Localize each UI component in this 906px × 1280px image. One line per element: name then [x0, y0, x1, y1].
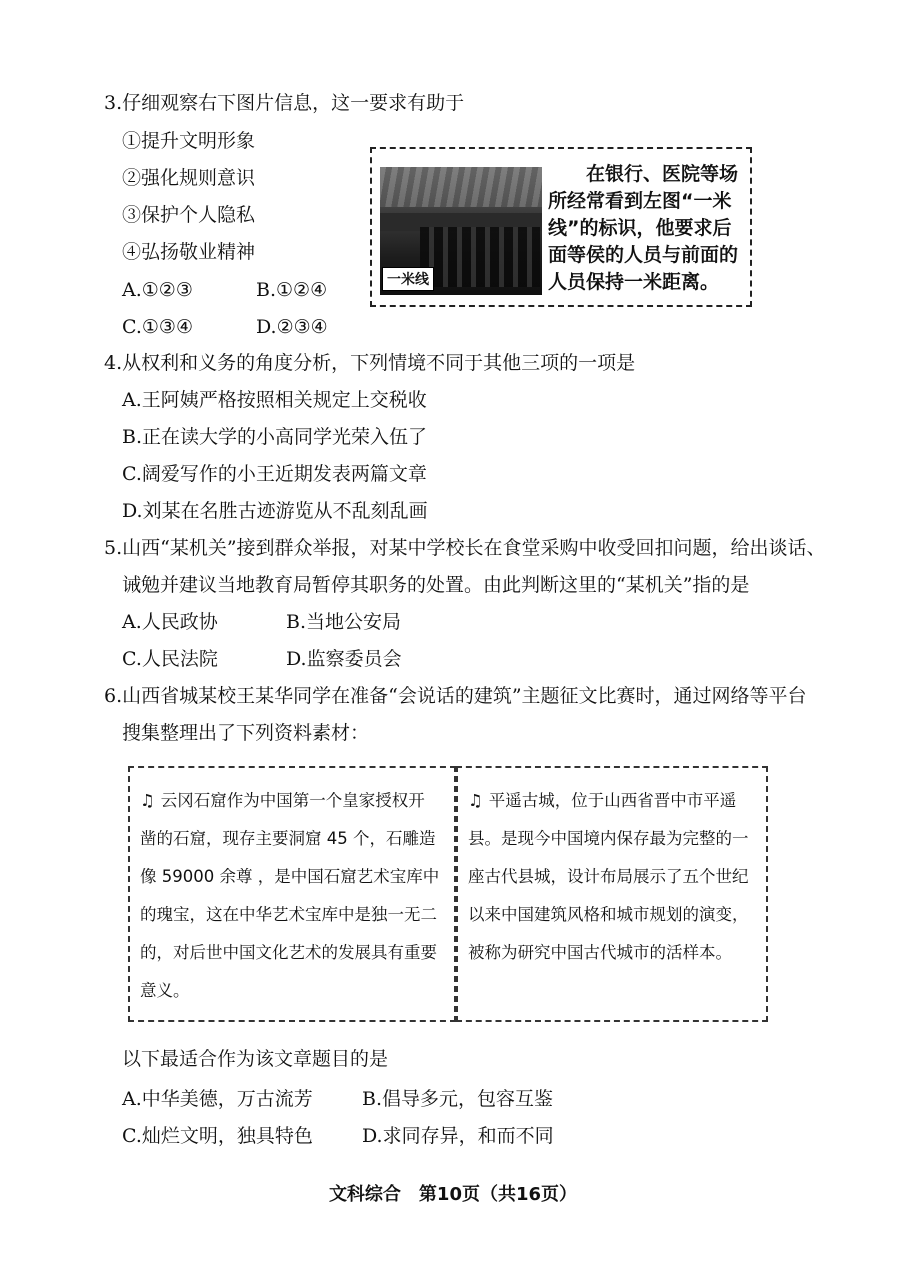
q4-option-c: C.阔爱写作的小王近期发表两篇文章	[122, 463, 427, 485]
page-footer: 文科综合 第10页（共16页）	[328, 1184, 578, 1205]
q5-option-c: C.人民法院	[122, 648, 218, 670]
q3-stem: 3.仔细观察右下图片信息，这一要求有助于	[104, 92, 465, 114]
q6-stem-line-1: 6.山西省城某校王某华同学在准备“会说话的建筑”主题征文比赛时，通过网络等平台	[104, 685, 807, 707]
info-line: 面等侯的人员与前面的	[548, 244, 739, 266]
q5-option-d: D.监察委员会	[286, 648, 402, 670]
photo-people	[420, 227, 540, 287]
q4-stem: 4.从权利和义务的角度分析，下列情境不同于其他三项的一项是	[104, 352, 636, 374]
material-line: 的，对后世中国文化艺术的发展具有重要	[140, 943, 437, 962]
q3-option-c: C.①③④	[122, 316, 193, 338]
q4-option-a: A.王阿姨严格按照相关规定上交税收	[122, 389, 427, 411]
material-line: 像 59000 余尊 ，是中国石窟艺术宝库中	[140, 867, 440, 886]
q6-ask: 以下最适合作为该文章题目的是	[122, 1048, 389, 1070]
material-line: 平遥古城，位于山西省晋中市平遥	[488, 791, 737, 810]
info-line: 所经常看到左图“一米	[548, 190, 732, 212]
q6-stem-line-2: 搜集整理出了下列资料素材：	[122, 722, 370, 744]
photo-ceiling	[380, 167, 542, 207]
material-line: 意义。	[140, 981, 190, 1000]
q5-stem-line-2: 诫勉并建议当地教育局暂停其职务的处置。由此判断这里的“某机关”指的是	[122, 574, 750, 596]
q3-item-1: ①提升文明形象	[122, 130, 256, 152]
material-line: 座古代县城，设计布局展示了五个世纪	[468, 867, 749, 886]
music-note-icon: ♫	[140, 791, 155, 810]
material-line: 以来中国建筑风格和城市规划的演变，	[468, 905, 749, 924]
q3-item-4: ④弘扬敬业精神	[122, 241, 256, 263]
q3-info-text	[548, 161, 748, 296]
q5-option-a: A.人民政协	[122, 611, 218, 633]
q3-info-box	[370, 147, 752, 307]
info-line: 人员保持一米距离。	[548, 271, 720, 293]
q3-item-2: ②强化规则意识	[122, 167, 256, 189]
info-line: 在银行、医院等场	[586, 163, 739, 185]
material-line: 云冈石窟作为中国第一个皇家授权开	[160, 791, 425, 810]
q6-option-c: C.灿烂文明，独具特色	[122, 1125, 313, 1147]
q4-option-b: B.正在读大学的小高同学光荣入伍了	[122, 426, 428, 448]
q6-option-d: D.求同存异，和而不同	[362, 1125, 554, 1147]
q3-option-d: D.②③④	[256, 316, 328, 338]
q3-option-a: A.①②③	[122, 279, 193, 301]
q3-option-b: B.①②④	[256, 279, 328, 301]
photo-caption: 一米线	[382, 267, 434, 291]
material-line: 被称为研究中国古代城市的活样本。	[468, 943, 732, 962]
music-note-icon: ♫	[468, 791, 483, 810]
material-line: 的瑰宝，这在中华艺术宝库中是独一无二	[140, 905, 437, 924]
q3-item-3: ③保护个人隐私	[122, 204, 256, 226]
q6-option-a: A.中华美德，万古流芳	[122, 1088, 313, 1110]
material-line: 凿的石窟，现存主要洞窟 45 个，石雕造	[140, 829, 436, 848]
q5-stem-line-1: 5.山西“某机关”接到群众举报，对某中学校长在食堂采购中收受回扣问题，给出谈话、	[104, 537, 826, 559]
q4-option-d: D.刘某在名胜古迹游览从不乱刻乱画	[122, 500, 428, 522]
material-box-yungang	[128, 766, 456, 1022]
q5-option-b: B.当地公安局	[286, 611, 402, 633]
q6-option-b: B.倡导多元，包容互鉴	[362, 1088, 554, 1110]
info-line: 线”的标识，他要求后	[548, 217, 732, 239]
material-line: 县。是现今中国境内保存最为完整的一	[468, 829, 749, 848]
material-box-pingyao	[456, 766, 768, 1022]
queue-line-photo	[380, 167, 542, 295]
